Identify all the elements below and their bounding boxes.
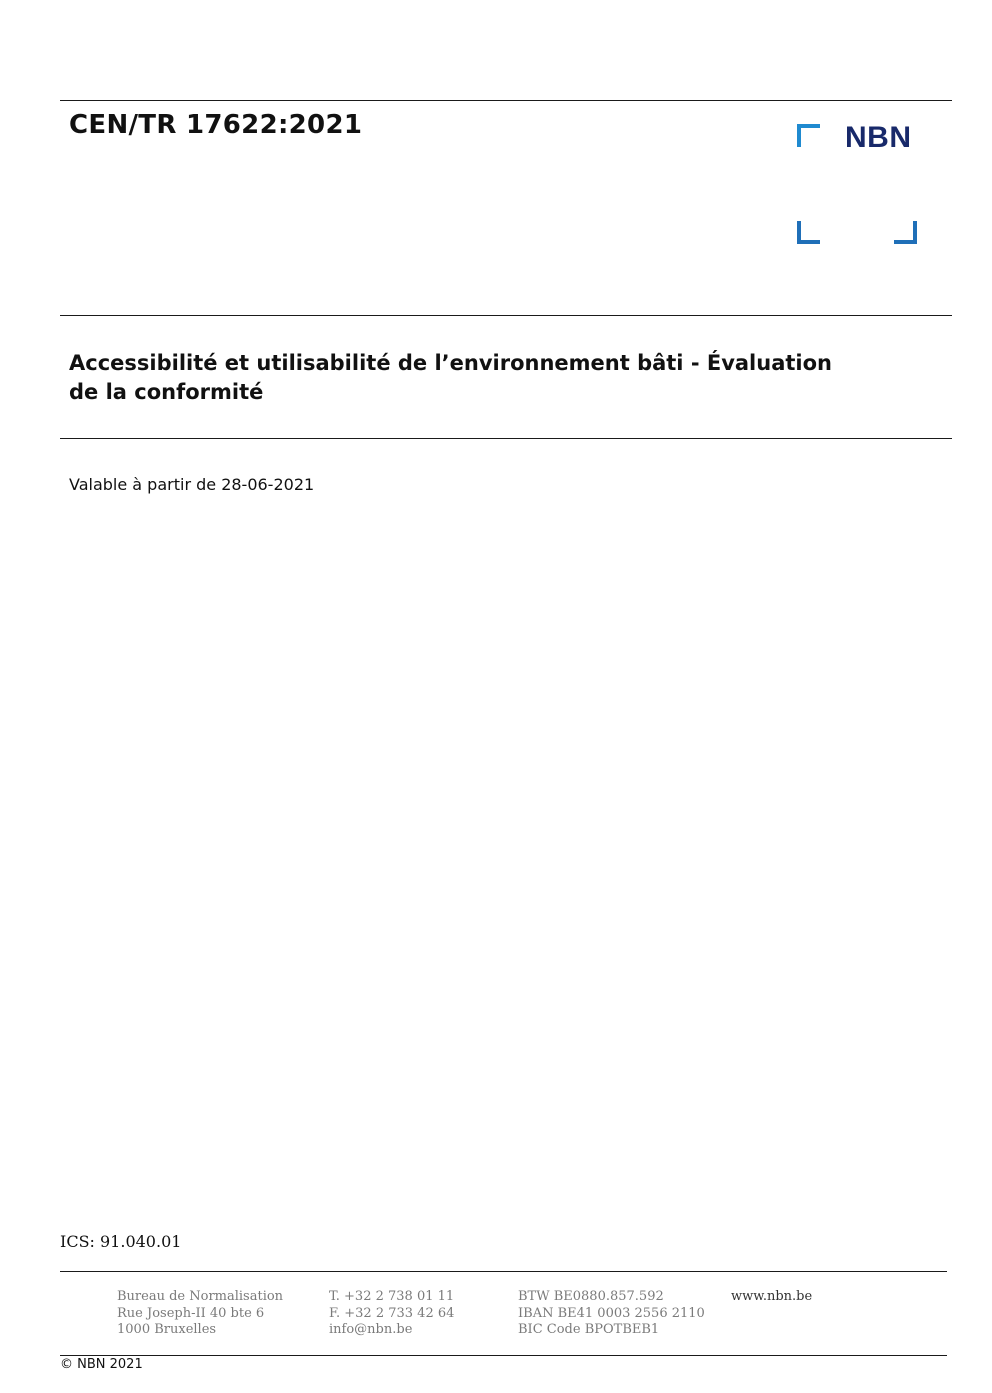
title-divider — [60, 438, 952, 439]
address-line: 1000 Bruxelles — [117, 1322, 217, 1337]
logo-corner-bottom-right — [894, 221, 917, 244]
bic-code: BIC Code BPOTBEB1 — [518, 1322, 660, 1337]
validity-date: Valable à partir de 28-06-2021 — [69, 475, 315, 494]
footer-address — [117, 1289, 283, 1339]
footer-contact — [329, 1289, 454, 1339]
document-title — [69, 349, 939, 407]
iban-number: IBAN BE41 0003 2556 2110 — [518, 1305, 705, 1321]
footer-bank-details — [518, 1289, 705, 1339]
header-divider — [60, 315, 952, 316]
website-link[interactable]: www.nbn.be — [731, 1289, 813, 1304]
ics-code: ICS: 91.040.01 — [60, 1232, 182, 1251]
vat-number: BTW BE0880.857.592 — [518, 1289, 664, 1304]
nbn-logo — [797, 121, 920, 248]
address-line: Bureau de Normalisation — [117, 1289, 284, 1304]
document-number: CEN/TR 17622:2021 — [69, 110, 363, 140]
logo-corner-bottom-left — [797, 221, 820, 244]
footer-bottom-divider — [60, 1355, 947, 1356]
title-line-1: Accessibilité et utilisabilité de l’environnement bâti - Évaluation — [69, 351, 832, 375]
footer-top-divider — [60, 1271, 947, 1272]
top-divider — [60, 100, 952, 101]
address-line: Rue Joseph-II 40 bte 6 — [117, 1305, 265, 1321]
logo-corner-top-left — [797, 124, 820, 147]
email-link[interactable]: info@nbn.be — [329, 1322, 413, 1337]
phone-number: T. +32 2 738 01 11 — [329, 1289, 455, 1304]
copyright-notice: © NBN 2021 — [60, 1357, 143, 1372]
fax-number: F. +32 2 733 42 64 — [329, 1305, 455, 1321]
title-line-2: de la conformité — [69, 380, 264, 404]
logo-wordmark: NBN — [845, 121, 912, 154]
footer-website — [731, 1289, 812, 1306]
